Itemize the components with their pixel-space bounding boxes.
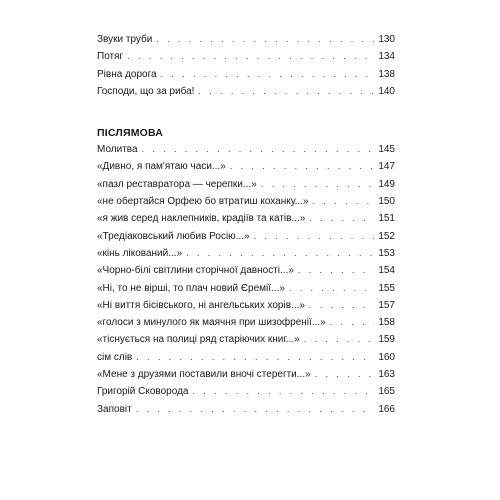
toc-entry [97,31,395,48]
toc-entry-title: «голоси з минулого як маячня при шизофренії...» [97,317,326,329]
toc-entry-page: 130 [378,34,395,45]
table-of-contents [97,31,395,418]
toc-dot-leader [161,66,375,83]
toc-entry [97,245,395,262]
toc-entry-page: 166 [378,403,395,415]
toc-entry-page: 151 [378,213,395,225]
toc-entry-title: «Дивно, я пам'ятаю часи...» [97,161,226,173]
toc-entry-title: «Тредіаковський любив Росію...» [97,230,250,242]
toc-entry-title: Заповіт [97,403,132,415]
toc-dot-leader [127,48,374,65]
toc-entry-page: 138 [378,68,395,80]
toc-dot-leader [136,349,374,366]
toc-entry-title: Звуки труби [97,34,153,45]
toc-entry-title: «пазл реставратора — черепки...» [97,178,257,190]
toc-entry-page: 154 [378,265,395,277]
toc-entry-title: «Чорно-білі світлини сторічної давності...» [97,265,294,277]
toc-entry-page: 145 [378,144,395,156]
toc-dot-leader [142,141,375,158]
toc-entry [97,210,395,227]
toc-entry-page: 157 [378,299,395,311]
toc-entry-page: 160 [378,351,395,363]
toc-dot-leader [192,383,374,400]
toc-entry-title: сім слів [97,351,133,363]
toc-dot-leader [330,314,375,331]
toc-entry-title: «я жив серед наклепників, крадіїв та катів...» [97,213,306,225]
toc-entry-page: 158 [378,317,395,329]
toc-entry-page: 165 [378,386,395,398]
toc-entry-title: Григорій Сковорода [97,386,189,398]
toc-dot-leader [304,331,375,348]
toc-entry-title: Потяг [97,51,124,63]
toc-entry [97,66,395,83]
toc-dot-leader [230,158,375,175]
toc-entry [97,314,395,331]
toc-dot-leader [261,176,375,193]
toc-entry-page: 155 [378,282,395,294]
toc-entry-page: 163 [378,369,395,381]
section-heading: ПІСЛЯМОВА [97,127,164,140]
toc-dot-leader [315,366,375,383]
toc-dot-leader [156,31,374,48]
toc-entry [97,193,395,210]
toc-entry [97,366,395,383]
toc-entry-title: «не обертайся Орфею бо втратиш коханку...» [97,196,309,208]
toc-dot-leader [136,401,375,418]
toc-entry [97,297,395,314]
toc-dot-leader [198,83,374,100]
toc-entry [97,48,395,65]
toc-entry-page: 150 [378,196,395,208]
toc-entry-title: «тіснується на полиці ряд старіючих книг...» [97,334,300,346]
toc-entry-page: 149 [378,178,395,190]
toc-dot-leader [309,210,374,227]
toc-dot-leader [254,228,375,245]
toc-entry-title: «Ні, то не вірші, то плач новий Єремії...» [97,282,285,294]
section-spacer [97,100,395,126]
toc-entry-title: «кінь лікований...» [97,247,183,259]
toc-dot-leader [313,193,375,210]
toc-entry-page: 153 [378,247,395,259]
toc-entry [97,401,395,418]
toc-entry [97,176,395,193]
toc-entry [97,158,395,175]
toc-entry-title: Молитва [97,144,138,156]
toc-entry [97,262,395,279]
toc-dot-leader [309,297,374,314]
toc-entry-title: Господи, що за риба! [97,85,195,97]
toc-entry [97,331,395,348]
toc-entry-page: 159 [378,334,395,346]
toc-entry [97,349,395,366]
toc-entry [97,141,395,158]
toc-entry-page: 152 [378,230,395,242]
toc-entry-page: 147 [378,161,395,173]
toc-entry-page: 134 [378,51,395,63]
toc-entry [97,228,395,245]
toc-entry-title: «Ні виття бісівського, ні ангельських хорів...» [97,299,305,311]
toc-entry [97,280,395,297]
toc-dot-leader [298,262,374,279]
toc-dot-leader [186,245,374,262]
toc-entry [97,83,395,100]
toc-entry-title: «Мене з друзями поставили вночі стерегти...» [97,369,311,381]
toc-entry-title: Рівна дорога [97,68,157,80]
toc-entry [97,383,395,400]
toc-dot-leader [289,280,374,297]
toc-entry-page: 140 [378,85,395,97]
